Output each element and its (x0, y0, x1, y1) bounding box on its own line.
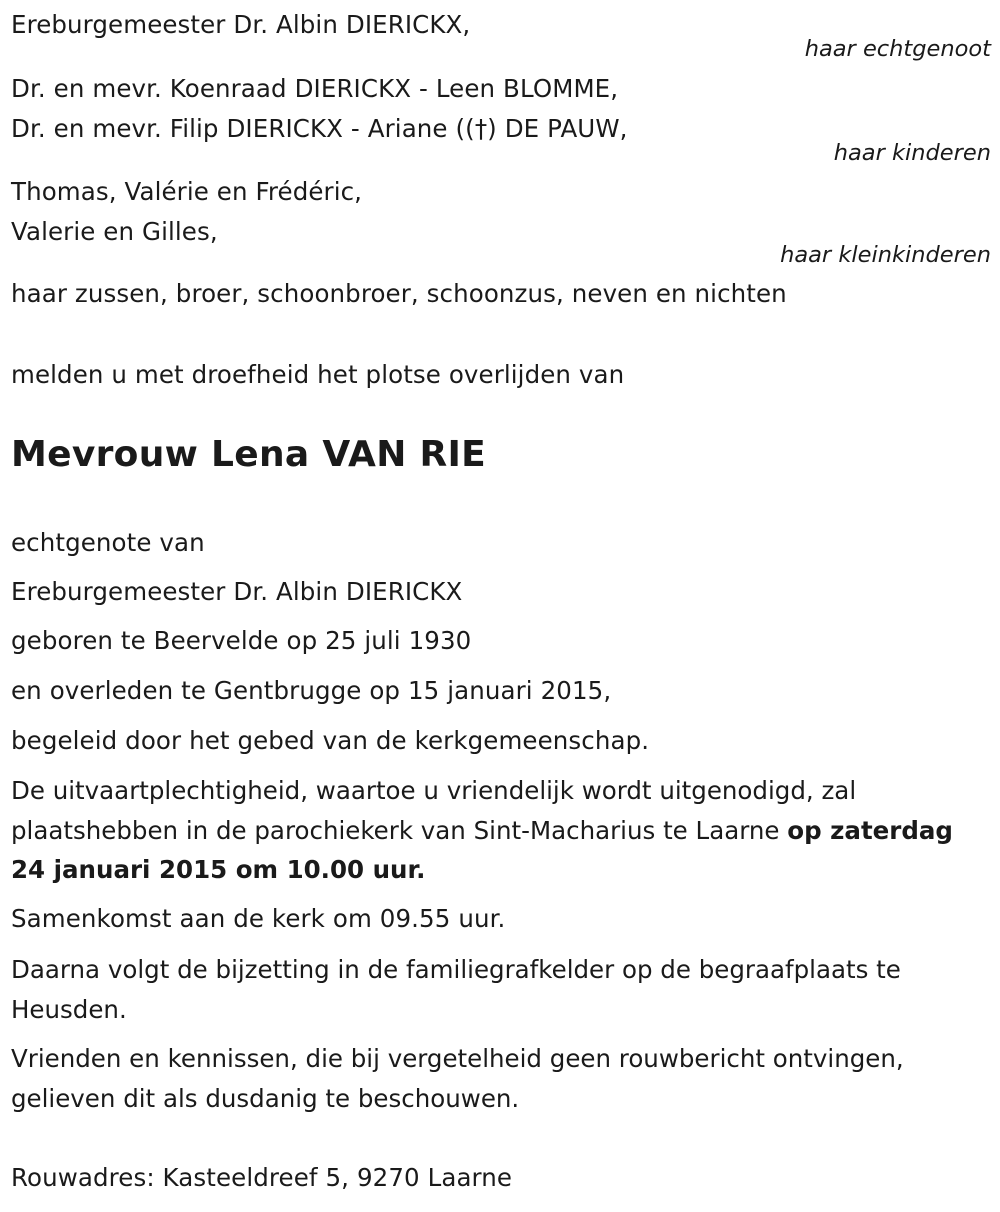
funeral-paragraph (11, 771, 991, 890)
burial-paragraph: Daarna volgt de bijzetting in de familiegrafkelder op de begraafplaats te Heusden. (11, 955, 901, 1024)
funeral-text: De uitvaartplechtigheid, waartoe u vriendelijk wordt uitgenodigd, zal plaatshebben in de parochiekerk van Sint-Macharius te Laarne (11, 776, 857, 845)
funeral-date: op zaterdag 24 januari 2015 om 10.00 uur. (11, 815, 953, 884)
spouse-of-name: Ereburgemeester Dr. Albin DIERICKX (11, 577, 463, 606)
grandchildren-line-2: Valerie en Gilles, (11, 217, 218, 246)
children-line-1: Dr. en mevr. Koenraad DIERICKX - Leen BLOMME, (11, 74, 619, 103)
spouse-line: Ereburgemeester Dr. Albin DIERICKX, (11, 10, 471, 39)
announcement-text: melden u met droefheid het plotse overlijden van (11, 360, 625, 389)
gathering-line: Samenkomst aan de kerk om 09.55 uur. (11, 904, 506, 933)
children-role: haar kinderen (833, 140, 991, 166)
accompanied-line: begeleid door het gebed van de kerkgemeenschap. (11, 726, 650, 755)
grandchildren-line-1: Thomas, Valérie en Frédéric, (11, 177, 363, 206)
death-line: en overleden te Gentbrugge op 15 januari 2015, (11, 676, 612, 705)
spouse-role: haar echtgenoot (804, 36, 991, 62)
deceased-name: Mevrouw Lena VAN RIE (11, 434, 487, 475)
grandchildren-role: haar kleinkinderen (780, 242, 991, 268)
spouse-of-label: echtgenote van (11, 528, 205, 557)
children-line-2: Dr. en mevr. Filip DIERICKX - Ariane ((†) DE PAUW, (11, 114, 628, 143)
notice-paragraph: Vrienden en kennissen, die bij vergetelheid geen rouwbericht ontvingen, gelieven dit als dusdanig te beschouwen. (11, 1044, 904, 1113)
birth-line: geboren te Beervelde op 25 juli 1930 (11, 626, 472, 655)
relatives-line: haar zussen, broer, schoonbroer, schoonzus, neven en nichten (11, 279, 787, 308)
address-line: Rouwadres: Kasteeldreef 5, 9270 Laarne (11, 1163, 513, 1192)
